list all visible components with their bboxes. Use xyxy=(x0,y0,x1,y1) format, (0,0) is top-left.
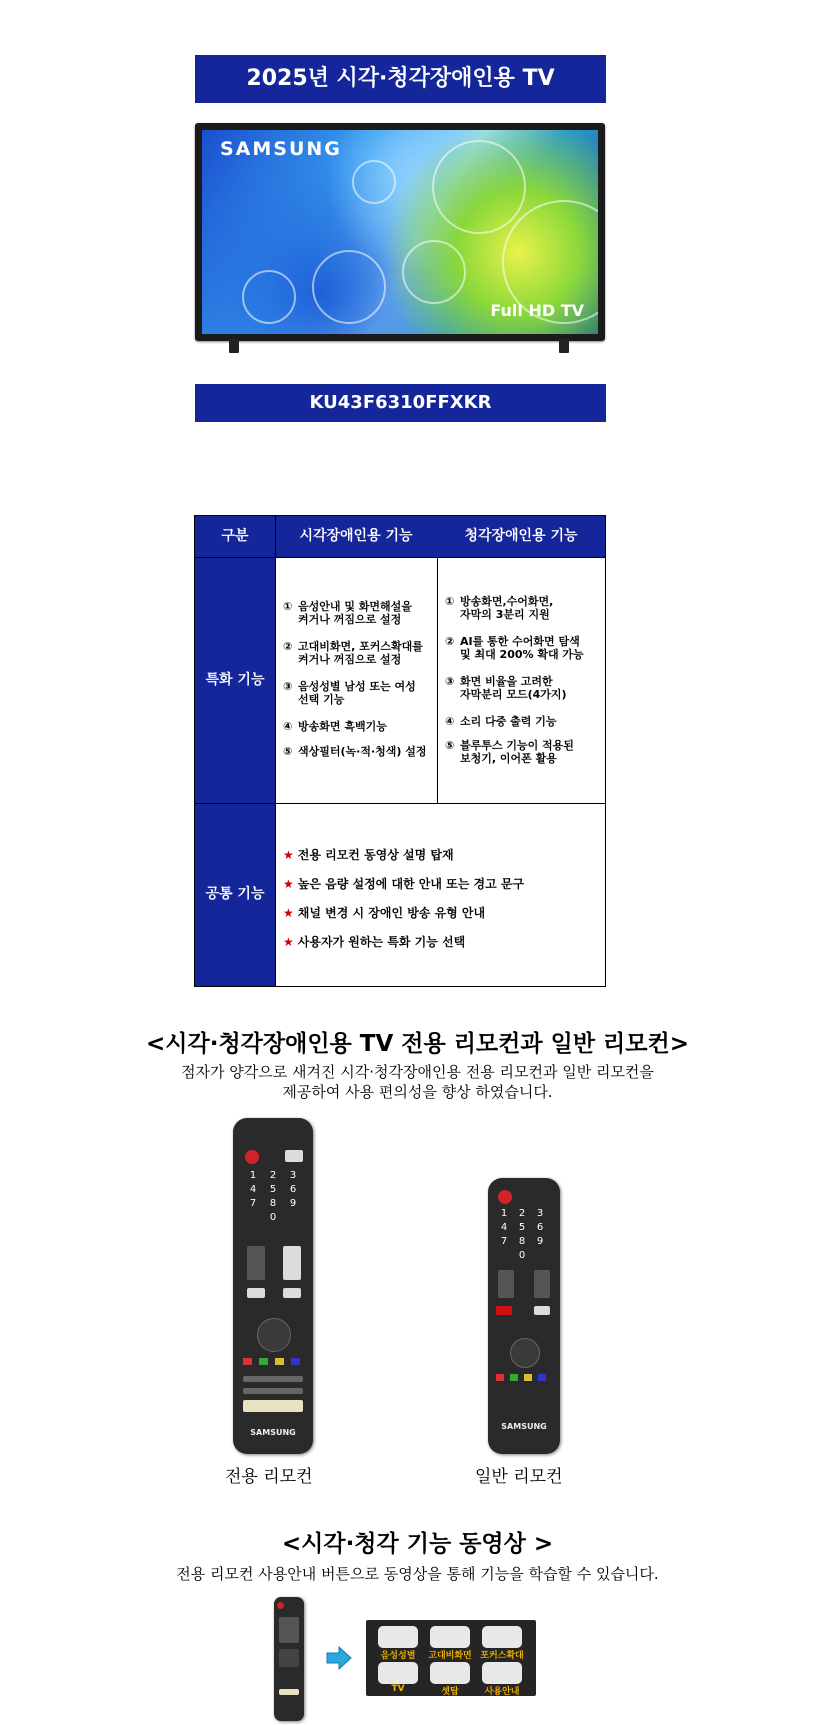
guide-button-label: 셋탑 xyxy=(441,1687,459,1697)
remote-keypad xyxy=(279,1617,299,1643)
feature-text: 높은 음량 설정에 대한 안내 또는 경고 문구 xyxy=(297,877,525,891)
feature-text: 화면 비율을 고려한 자막분리 모드(4가지) xyxy=(460,675,567,701)
keypad-key-8: 8 xyxy=(269,1198,277,1209)
visual-feature-3 xyxy=(283,680,416,706)
feature-number: ② xyxy=(283,640,293,653)
power-icon xyxy=(245,1150,259,1164)
blue-button-icon xyxy=(291,1358,300,1365)
general-remote-image xyxy=(488,1178,560,1454)
keypad-key-2: 2 xyxy=(269,1170,277,1181)
grid-line xyxy=(195,557,605,558)
feature-text: 소리 다중 출력 기능 xyxy=(460,715,557,728)
hearing-feature-3 xyxy=(445,675,567,701)
keypad-key-1: 1 xyxy=(249,1170,257,1181)
keypad-key-5: 5 xyxy=(269,1184,277,1195)
feature-number: ③ xyxy=(283,680,293,693)
volume-rocker xyxy=(247,1246,265,1280)
tv-stand-left xyxy=(229,339,239,353)
remote-brand: SAMSUNG xyxy=(250,1428,296,1437)
visual-feature-2 xyxy=(283,640,423,666)
keypad-key-1: 1 xyxy=(500,1208,508,1219)
model-banner xyxy=(195,384,606,422)
tv-badge: Full HD TV xyxy=(490,301,584,320)
model-number: KU43F6310FFXKR xyxy=(309,392,492,413)
netflix-button-icon xyxy=(496,1306,512,1315)
feature-text: 블루투스 기능이 적용된 보청기, 이어폰 활용 xyxy=(460,739,574,765)
bubble-graphic xyxy=(402,240,466,304)
remote-button xyxy=(534,1306,550,1315)
star-icon: ★ xyxy=(283,848,294,862)
channel-rocker xyxy=(283,1246,301,1280)
guide-button-5[interactable] xyxy=(430,1662,470,1684)
feature-number: ④ xyxy=(283,720,293,733)
common-feature-3 xyxy=(283,904,485,921)
remote-button-row xyxy=(243,1376,303,1382)
keypad-key-0: 0 xyxy=(518,1250,526,1261)
power-icon xyxy=(498,1190,512,1204)
dpad-icon xyxy=(510,1338,540,1368)
tv-brand-logo: SAMSUNG xyxy=(220,138,342,160)
table-header-hearing xyxy=(437,516,605,557)
dpad-icon xyxy=(257,1318,291,1352)
keypad-key-5: 5 xyxy=(518,1222,526,1233)
row-header-common xyxy=(195,803,275,986)
keypad-key-7: 7 xyxy=(500,1236,508,1247)
feature-text: 고대비화면, 포커스확대를 켜거나 꺼짐으로 설정 xyxy=(298,640,423,666)
visual-feature-1 xyxy=(283,600,412,626)
feature-text: AI를 통한 수어화면 탐색 및 최대 200% 확대 가능 xyxy=(460,635,584,661)
green-button-icon xyxy=(510,1374,518,1381)
guide-button-3[interactable] xyxy=(482,1626,522,1648)
remote-button xyxy=(279,1649,299,1667)
remote-button-row xyxy=(243,1388,303,1394)
feature-text: 음성안내 및 화면해설을 켜거나 꺼짐으로 설정 xyxy=(298,600,412,626)
general-remote-caption: 일반 리모컨 xyxy=(475,1467,563,1487)
spec-table xyxy=(194,515,606,987)
table-header-visual xyxy=(275,516,437,557)
feature-number: ④ xyxy=(445,715,455,728)
guide-button-label: TV xyxy=(391,1684,405,1694)
guide-button-label: 사용안내 xyxy=(484,1687,520,1697)
feature-text: 방송화면 흑백기능 xyxy=(298,720,387,733)
blue-button-icon xyxy=(538,1374,546,1381)
feature-number: ⑤ xyxy=(283,745,293,758)
feature-number: ③ xyxy=(445,675,455,688)
guide-button-label: 음성성별 xyxy=(380,1651,416,1661)
keypad-key-4: 4 xyxy=(500,1222,508,1233)
yellow-button-icon xyxy=(524,1374,532,1381)
video-guide-panel xyxy=(366,1620,536,1696)
dedicated-remote-caption: 전용 리모컨 xyxy=(225,1467,313,1487)
keypad-key-9: 9 xyxy=(536,1236,544,1247)
bubble-graphic xyxy=(352,160,396,204)
green-button-icon xyxy=(259,1358,268,1365)
common-feature-2 xyxy=(283,875,524,892)
star-icon: ★ xyxy=(283,877,294,891)
grid-line xyxy=(437,557,438,803)
title-banner xyxy=(195,55,606,103)
star-icon: ★ xyxy=(283,906,294,920)
guide-button-4[interactable] xyxy=(378,1662,418,1684)
remote-button xyxy=(247,1288,265,1298)
remotes-desc-line2: 제공하여 사용 편의성을 향상 하였습니다. xyxy=(282,1083,553,1101)
keypad-key-3: 3 xyxy=(289,1170,297,1181)
dedicated-remote-image xyxy=(233,1118,313,1454)
remote-button xyxy=(283,1288,301,1298)
keypad-key-6: 6 xyxy=(289,1184,297,1195)
visual-feature-5 xyxy=(283,745,427,758)
hearing-feature-5 xyxy=(445,739,574,765)
grid-line xyxy=(195,803,605,804)
hearing-feature-4 xyxy=(445,715,557,728)
tv-screen xyxy=(202,130,598,334)
guide-button-6[interactable] xyxy=(482,1662,522,1684)
keypad-key-4: 4 xyxy=(249,1184,257,1195)
braille-button-row xyxy=(279,1689,299,1695)
keypad-key-2: 2 xyxy=(518,1208,526,1219)
star-icon: ★ xyxy=(283,935,294,949)
feature-text: 사용자가 원하는 특화 기능 선택 xyxy=(297,935,466,949)
arrow-right-icon xyxy=(326,1646,352,1670)
braille-button-row xyxy=(243,1400,303,1412)
tv-frame xyxy=(195,123,605,341)
feature-number: ② xyxy=(445,635,455,648)
feature-number: ① xyxy=(445,595,455,608)
row-label: 특화 기능 xyxy=(205,672,265,688)
remote-brand: SAMSUNG xyxy=(501,1422,547,1431)
tv-image xyxy=(195,123,605,355)
hearing-feature-2 xyxy=(445,635,584,661)
header-label: 청각장애인용 기능 xyxy=(464,528,578,544)
table-header-category xyxy=(195,516,275,557)
video-section-desc: 전용 리모컨 사용안내 버튼으로 동영상을 통해 기능을 학습할 수 있습니다. xyxy=(176,1565,659,1583)
bubble-graphic xyxy=(312,250,386,324)
keypad-key-7: 7 xyxy=(249,1198,257,1209)
hearing-feature-1 xyxy=(445,595,553,621)
keypad-key-8: 8 xyxy=(518,1236,526,1247)
guide-button-label: 고대비화면 xyxy=(428,1651,472,1661)
power-icon xyxy=(277,1602,284,1609)
red-button-icon xyxy=(496,1374,504,1381)
header-label: 시각장애인용 기능 xyxy=(299,528,413,544)
keypad-key-3: 3 xyxy=(536,1208,544,1219)
keypad-key-0: 0 xyxy=(269,1212,277,1223)
channel-rocker xyxy=(534,1270,550,1298)
guide-button-label: 포커스확대 xyxy=(480,1651,524,1661)
volume-rocker xyxy=(498,1270,514,1298)
feature-text: 채널 변경 시 장애인 방송 유형 안내 xyxy=(297,906,486,920)
keypad-key-9: 9 xyxy=(289,1198,297,1209)
guide-button-2[interactable] xyxy=(430,1626,470,1648)
row-header-special xyxy=(195,557,275,803)
red-button-icon xyxy=(243,1358,252,1365)
row-label: 공통 기능 xyxy=(205,886,265,902)
mini-remote-image xyxy=(274,1597,304,1721)
remote-button xyxy=(285,1150,303,1162)
grid-line xyxy=(275,516,276,986)
feature-text: 색상필터(녹·적·청색) 설정 xyxy=(298,745,427,758)
remotes-desc-line1: 점자가 양각으로 새겨진 시각·청각장애인용 전용 리모컨과 일반 리모컨을 xyxy=(181,1063,654,1081)
tv-stand-right xyxy=(559,339,569,353)
keypad-key-6: 6 xyxy=(536,1222,544,1233)
common-feature-1 xyxy=(283,846,454,863)
feature-text: 음성성별 남성 또는 여성 선택 기능 xyxy=(298,680,416,706)
yellow-button-icon xyxy=(275,1358,284,1365)
feature-number: ⑤ xyxy=(445,739,455,752)
feature-number: ① xyxy=(283,600,293,613)
video-section-title: <시각·청각 기능 동영상 > xyxy=(281,1531,554,1557)
common-feature-4 xyxy=(283,933,465,950)
header-label: 구분 xyxy=(221,528,249,544)
page-title: 2025년 시각·청각장애인용 TV xyxy=(246,66,555,91)
bubble-graphic xyxy=(432,140,526,234)
feature-text: 전용 리모컨 동영상 설명 탑재 xyxy=(297,848,454,862)
feature-text: 방송화면,수어화면, 자막의 3분리 지원 xyxy=(460,595,554,621)
visual-feature-4 xyxy=(283,720,387,733)
remotes-section-title: <시각·청각장애인용 TV 전용 리모컨과 일반 리모컨> xyxy=(146,1031,689,1057)
bubble-graphic xyxy=(242,270,296,324)
guide-button-1[interactable] xyxy=(378,1626,418,1648)
